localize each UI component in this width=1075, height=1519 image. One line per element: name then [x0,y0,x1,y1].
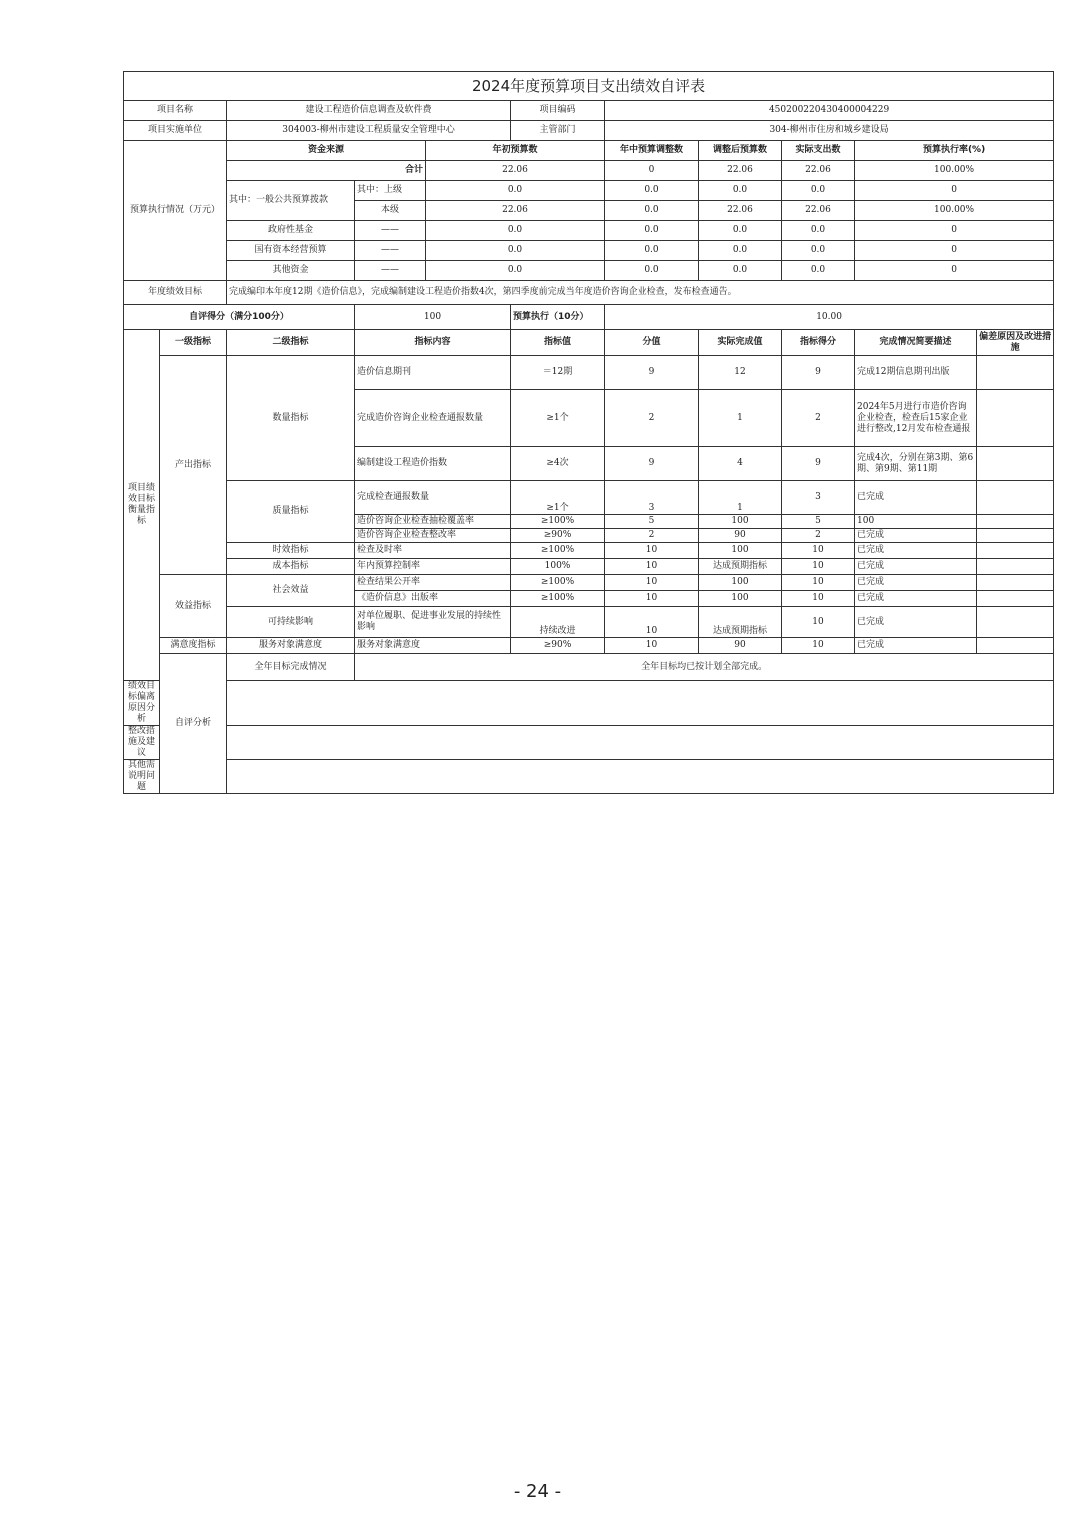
budget-fund-adjust: 0.0 [605,221,699,241]
budget-state-capital-initial: 0.0 [426,241,605,261]
budget-upper-initial: 0.0 [426,181,605,201]
budget-fund-label: 政府性基金 [227,221,355,241]
dept-label: 主管部门 [511,121,605,141]
ind-target: 100% [511,559,605,575]
budget-state-capital-adjust: 0.0 [605,241,699,261]
goal-label: 年度绩效目标 [124,281,227,305]
ind-deviation [977,529,1054,543]
ind-weight: 5 [605,515,699,529]
budget-total-adjust: 0 [605,161,699,181]
budget-exec-label: 预算执行（10分） [511,305,605,330]
ind-deviation [977,543,1054,559]
ind-score: 5 [782,515,855,529]
budget-local-initial: 22.06 [426,201,605,221]
table-title: 2024年度预算项目支出绩效自评表 [124,72,1054,101]
ind-target: ≥4次 [511,447,605,481]
budget-other-adjusted: 0.0 [699,261,782,281]
ind-desc: 已完成 [855,481,977,515]
ind-actual: 达成预期指标 [699,607,782,638]
budget-general-label: 其中：一般公共预算拨款 [227,181,355,221]
ind-actual: 4 [699,447,782,481]
budget-upper-adjusted: 0.0 [699,181,782,201]
budget-total-actual: 22.06 [782,161,855,181]
ind-score: 10 [782,575,855,591]
ind-weight: 9 [605,447,699,481]
ind-deviation [977,607,1054,638]
ind-desc: 完成4次，分别在第3期、第6期、第9期、第11期 [855,447,977,481]
l2-quality: 质量指标 [227,481,355,543]
budget-total-rate: 100.00% [855,161,1054,181]
ind-score: 10 [782,607,855,638]
ind-content: 对单位履职、促进事业发展的持续性影响 [355,607,511,638]
ind-weight: 10 [605,543,699,559]
ind-actual: 12 [699,356,782,390]
ind-desc: 已完成 [855,638,977,654]
ind-desc: 已完成 [855,543,977,559]
budget-total-adjusted: 22.06 [699,161,782,181]
ind-deviation [977,515,1054,529]
ind-weight: 10 [605,607,699,638]
budget-upper-label: 其中：上级 [355,181,426,201]
project-code: 450200220430400004229 [605,101,1054,121]
ind-header-actual: 实际完成值 [699,330,782,356]
ind-deviation [977,559,1054,575]
budget-state-capital-dash: —— [355,241,426,261]
ind-content: 《造价信息》出版率 [355,591,511,607]
ind-content: 完成检查通报数量 [355,481,511,515]
ind-score: 3 [782,481,855,515]
ind-target: 持续改进 [511,607,605,638]
goal-text: 完成编印本年度12期《造价信息》，完成编制建设工程造价指数4次，第四季度前完成当年度造价咨询企业检查，发布检查通告。 [227,281,1054,305]
ind-target: ≥90% [511,529,605,543]
unit-label: 项目实施单位 [124,121,227,141]
ind-actual: 100 [699,515,782,529]
unit-value: 304003-柳州市建设工程质量安全管理中心 [227,121,511,141]
ind-header-l1: 一级指标 [160,330,227,356]
project-name-label: 项目名称 [124,101,227,121]
ind-score: 10 [782,591,855,607]
ind-deviation [977,447,1054,481]
ind-desc: 已完成 [855,591,977,607]
budget-fund-adjusted: 0.0 [699,221,782,241]
budget-other-initial: 0.0 [426,261,605,281]
ind-target: ≥100% [511,575,605,591]
ind-weight: 2 [605,390,699,447]
ind-content: 检查及时率 [355,543,511,559]
ind-deviation [977,591,1054,607]
analysis-label: 其他需说明问题 [124,760,160,794]
ind-target: ≥90% [511,638,605,654]
analysis-label: 整改措施及建议 [124,726,160,760]
ind-weight: 2 [605,529,699,543]
budget-state-capital-label: 国有资本经营预算 [227,241,355,261]
performance-self-evaluation-table [123,71,1054,794]
analysis-label: 绩效目标偏离原因分析 [124,681,160,726]
l2-time: 时效指标 [227,543,355,559]
budget-total-initial: 22.06 [426,161,605,181]
budget-local-label: 本级 [355,201,426,221]
ind-header-l2: 二级指标 [227,330,355,356]
ind-content: 造价咨询企业检查整改率 [355,529,511,543]
ind-score: 2 [782,390,855,447]
l2-cost: 成本指标 [227,559,355,575]
ind-header-content: 指标内容 [355,330,511,356]
l1-benefit: 效益指标 [160,575,227,638]
ind-content: 检查结果公开率 [355,575,511,591]
l2-quantity: 数量指标 [227,356,355,481]
ind-target: ＝12期 [511,356,605,390]
analysis-text: 全年目标均已按计划全部完成。 [355,654,1054,681]
ind-deviation [977,356,1054,390]
l1-output: 产出指标 [160,356,227,575]
budget-local-rate: 100.00% [855,201,1054,221]
ind-target: ≥100% [511,543,605,559]
ind-content: 造价信息期刊 [355,356,511,390]
ind-target: ≥1个 [511,390,605,447]
budget-section-label: 预算执行情况（万元） [124,141,227,281]
ind-deviation [977,638,1054,654]
ind-deviation [977,481,1054,515]
l2-social: 社会效益 [227,575,355,607]
ind-content: 年内预算控制率 [355,559,511,575]
budget-header-adjusted: 调整后预算数 [699,141,782,161]
budget-other-actual: 0.0 [782,261,855,281]
budget-local-adjusted: 22.06 [699,201,782,221]
ind-header-target: 指标值 [511,330,605,356]
budget-header-rate: 预算执行率(%) [855,141,1054,161]
ind-content: 造价咨询企业检查抽检覆盖率 [355,515,511,529]
ind-desc: 已完成 [855,607,977,638]
analysis-text [227,760,1054,794]
ind-weight: 10 [605,575,699,591]
ind-header-weight: 分值 [605,330,699,356]
ind-weight: 10 [605,559,699,575]
budget-upper-adjust: 0.0 [605,181,699,201]
budget-exec-value: 10.00 [605,305,1054,330]
ind-weight: 9 [605,356,699,390]
budget-state-capital-actual: 0.0 [782,241,855,261]
ind-score: 9 [782,356,855,390]
l2-sustain: 可持续影响 [227,607,355,638]
self-score-label: 自评得分（满分100分） [124,305,355,330]
ind-actual: 100 [699,591,782,607]
budget-local-actual: 22.06 [782,201,855,221]
ind-desc: 已完成 [855,529,977,543]
ind-content: 完成造价咨询企业检查通报数量 [355,390,511,447]
dept-value: 304-柳州市住房和城乡建设局 [605,121,1054,141]
ind-score: 10 [782,638,855,654]
ind-target: ≥100% [511,515,605,529]
budget-other-rate: 0 [855,261,1054,281]
ind-header-score: 指标得分 [782,330,855,356]
ind-deviation [977,575,1054,591]
ind-desc: 完成12期信息期刊出版 [855,356,977,390]
analysis-label: 全年目标完成情况 [227,654,355,681]
ind-actual: 1 [699,481,782,515]
budget-fund-actual: 0.0 [782,221,855,241]
page-number: - 24 - [513,1481,562,1502]
analysis-text [227,726,1054,760]
budget-upper-actual: 0.0 [782,181,855,201]
ind-score: 10 [782,543,855,559]
ind-actual: 90 [699,529,782,543]
budget-other-adjust: 0.0 [605,261,699,281]
budget-state-capital-adjusted: 0.0 [699,241,782,261]
ind-score: 10 [782,559,855,575]
budget-header-actual: 实际支出数 [782,141,855,161]
budget-upper-rate: 0 [855,181,1054,201]
ind-score: 9 [782,447,855,481]
ind-header-desc: 完成情况简要描述 [855,330,977,356]
ind-weight: 10 [605,638,699,654]
ind-actual: 1 [699,390,782,447]
indicator-section-label: 项目绩效目标衡量指标 [124,330,160,681]
l1-satisfaction: 满意度指标 [160,638,227,654]
budget-total-label: 合计 [227,161,426,181]
l2-service: 服务对象满意度 [227,638,355,654]
budget-fund-rate: 0 [855,221,1054,241]
ind-actual: 90 [699,638,782,654]
analysis-section-label: 自评分析 [160,654,227,794]
budget-fund-dash: —— [355,221,426,241]
ind-desc: 2024年5月进行市造价咨询企业检查，检查后15家企业进行整改,12月发布检查通报 [855,390,977,447]
budget-other-label: 其他资金 [227,261,355,281]
budget-local-adjust: 0.0 [605,201,699,221]
budget-header-source: 资金来源 [227,141,426,161]
budget-state-capital-rate: 0 [855,241,1054,261]
analysis-text [227,681,1054,726]
ind-actual: 100 [699,575,782,591]
budget-fund-initial: 0.0 [426,221,605,241]
ind-target: ≥100% [511,591,605,607]
budget-header-initial: 年初预算数 [426,141,605,161]
ind-target: ≥1个 [511,481,605,515]
ind-deviation [977,390,1054,447]
ind-desc: 已完成 [855,575,977,591]
self-score-value: 100 [355,305,511,330]
ind-content: 编制建设工程造价指数 [355,447,511,481]
ind-weight: 10 [605,591,699,607]
ind-desc: 100 [855,515,977,529]
ind-actual: 100 [699,543,782,559]
ind-header-deviation: 偏差原因及改进措施 [977,330,1054,356]
ind-desc: 已完成 [855,559,977,575]
budget-other-dash: —— [355,261,426,281]
ind-score: 2 [782,529,855,543]
ind-content: 服务对象满意度 [355,638,511,654]
ind-actual: 达成预期指标 [699,559,782,575]
ind-weight: 3 [605,481,699,515]
project-name: 建设工程造价信息调查及软件费 [227,101,511,121]
project-code-label: 项目编码 [511,101,605,121]
budget-header-adjust: 年中预算调整数 [605,141,699,161]
